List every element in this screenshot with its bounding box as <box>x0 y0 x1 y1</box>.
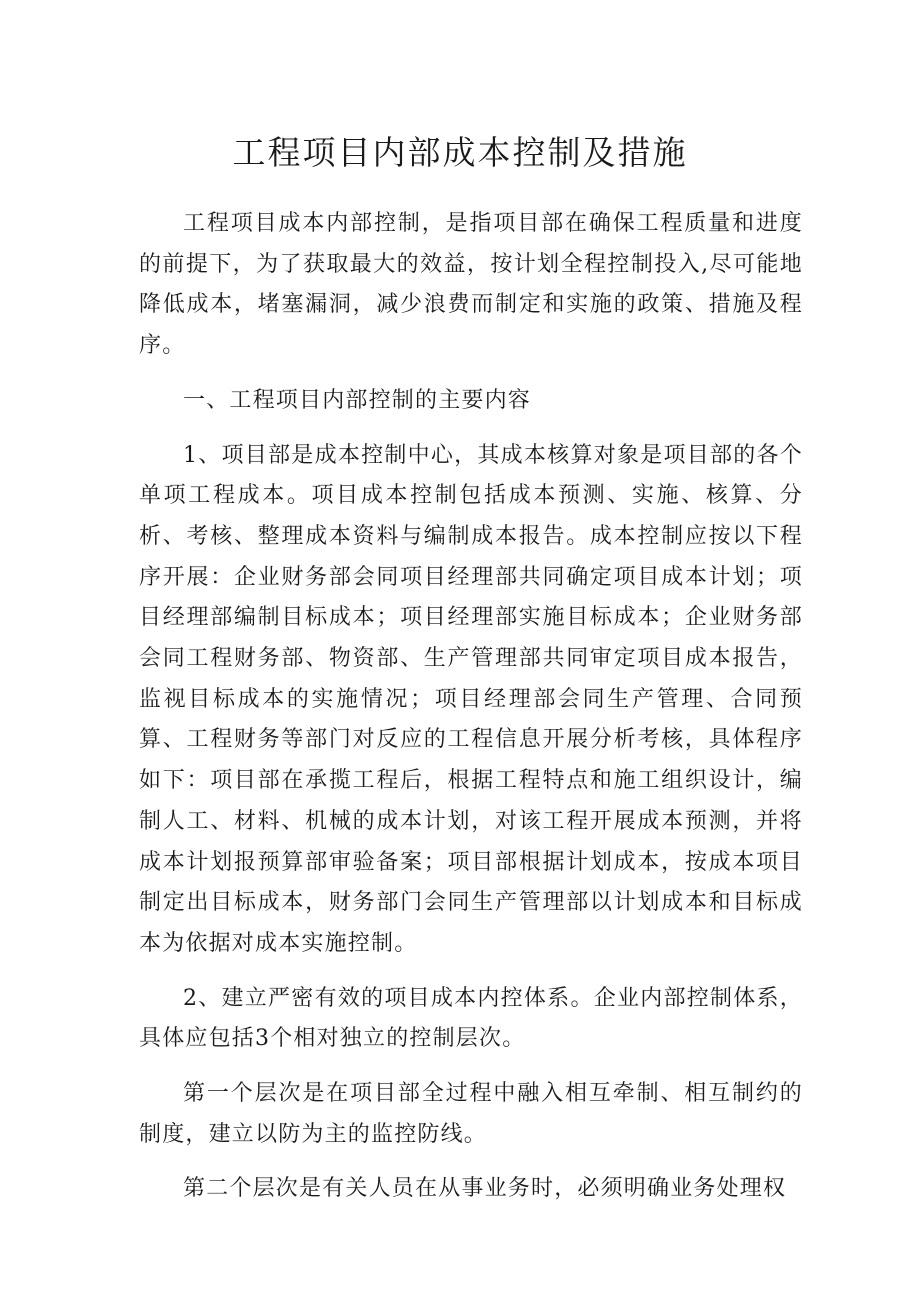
section-heading-1: 一、工程项目内部控制的主要内容 <box>183 387 532 413</box>
paragraph-intro: 工程项目成本内部控制，是指项目部在确保工程质量和进度的前提下，为了获取最大的效益，按计划全程控制投入,尽可能地降低成本，堵塞漏洞，减少浪费而制定和实施的政策、措施及程序。 <box>139 211 803 359</box>
paragraph-level-1: 第一个层次是在项目部全过程中融入相互牵制、相互制约的制度，建立以防为主的监控防线。 <box>139 1081 803 1147</box>
document-body <box>139 204 803 1210</box>
paragraph-item-2: 2、建立严密有效的项目成本内控体系。企业内部控制体系，具体应包括3个相对独立的控制层次。 <box>139 985 803 1052</box>
document-title: 工程项目内部成本控制及措施 <box>232 133 688 172</box>
paragraph-level-2: 第二个层次是有关人员在从事业务时，必须明确业务处理权 <box>183 1176 787 1202</box>
paragraph-item-1: 1、项目部是成本控制中心，其成本核算对象是项目部的各个单项工程成本。项目成本控制包括成本预测、实施、核算、分析、考核、整理成本资料与编制成本报告。成本控制应按以下程序开展：企业财务部会同项目经理部共同确定项目成本计划；项目经理部编制目标成本；项目经理部实施目标成本；企业财务部会同工程财务部、物资部、生产管理部共同审定项目成本报告，监视目标成本的实施情况；项目经理部会同生产管理、合同预算、工程财务等部门对反应的工程信息开展分析考核，具体程序如下：项目部在承揽工程后，根据工程特点和施工组织设计，编制人工、材料、机械的成本计划，对该工程开展成本预测，并将成本计划报预算部审验备案；项目部根据计划成本，按成本项目制定出目标成本，财务部门会同生产管理部以计划成本和目标成本为依据对成本实施控制。 <box>139 442 803 956</box>
